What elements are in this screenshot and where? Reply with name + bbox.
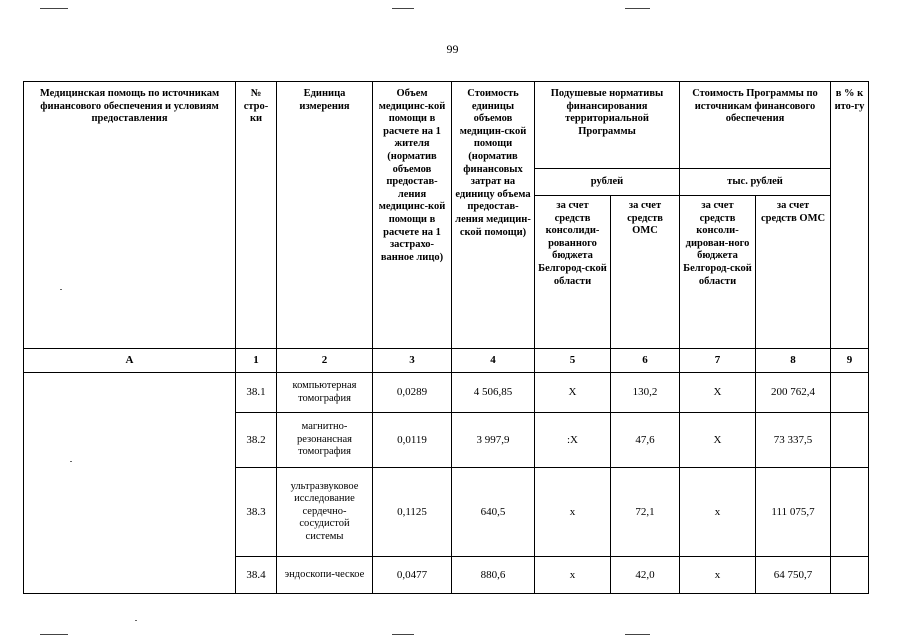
volume-per-capita: 0,1125 — [373, 468, 452, 557]
unit-cost: 880,6 — [452, 557, 535, 594]
column-number: 1 — [236, 349, 277, 373]
unit-cost: 640,5 — [452, 468, 535, 557]
column-number: 2 — [277, 349, 373, 373]
column-number: 3 — [373, 349, 452, 373]
scan-speck — [70, 461, 72, 462]
program-oms: 64 750,7 — [756, 557, 831, 594]
percent-of-total — [831, 557, 869, 594]
volume-per-capita: 0,0289 — [373, 373, 452, 413]
column-number: 7 — [680, 349, 756, 373]
program-budget: Х — [680, 413, 756, 468]
percapita-budget: х — [535, 557, 611, 594]
header-col-a: Медицинская помощь по источникам финансового обеспечения и условиям предоставления — [24, 82, 236, 349]
scan-edge-mark — [625, 634, 650, 635]
program-budget: х — [680, 468, 756, 557]
percapita-oms: 47,6 — [611, 413, 680, 468]
header-col-6: за счет средств ОМС — [611, 196, 680, 349]
program-budget: Х — [680, 373, 756, 413]
header-col-1: № стро-ки — [236, 82, 277, 349]
unit-of-measure: эндоскопи-ческое — [277, 557, 373, 594]
scan-speck — [60, 289, 62, 290]
scan-edge-mark — [40, 8, 68, 9]
unit-of-measure: ультразвуковое исследование сердечно-сосудистой системы — [277, 468, 373, 557]
volume-per-capita: 0,0477 — [373, 557, 452, 594]
header-group-percapita: Подушевые нормативы финансирования территориальной Программы — [535, 82, 680, 169]
page-number: 99 — [446, 42, 459, 56]
table-row — [24, 373, 869, 413]
program-oms: 111 075,7 — [756, 468, 831, 557]
column-number: 9 — [831, 349, 869, 373]
unit-cost: 4 506,85 — [452, 373, 535, 413]
scan-speck — [135, 620, 137, 621]
unit-of-measure: магнитно-резонансная томография — [277, 413, 373, 468]
percapita-oms: 72,1 — [611, 468, 680, 557]
financing-table — [23, 81, 869, 594]
percapita-oms: 42,0 — [611, 557, 680, 594]
column-number: 8 — [756, 349, 831, 373]
column-number: 5 — [535, 349, 611, 373]
line-number: 38.4 — [236, 557, 277, 594]
header-col-5: за счет средств консолиди-рованного бюджета Белгород-ской области — [535, 196, 611, 349]
percapita-budget: :Х — [535, 413, 611, 468]
header-unit-thousand: тыс. рублей — [680, 169, 831, 196]
program-oms: 200 762,4 — [756, 373, 831, 413]
scan-edge-mark — [40, 634, 68, 635]
header-unit-rub: рублей — [535, 169, 680, 196]
volume-per-capita: 0,0119 — [373, 413, 452, 468]
service-name-cell — [24, 373, 236, 594]
header-col-8: за счет средств ОМС — [756, 196, 831, 349]
program-budget: х — [680, 557, 756, 594]
line-number: 38.3 — [236, 468, 277, 557]
column-number: 4 — [452, 349, 535, 373]
percent-of-total — [831, 413, 869, 468]
header-col-7: за счет средств консоли-дирован-ного бюджета Белгород-ской области — [680, 196, 756, 349]
column-number: А — [24, 349, 236, 373]
unit-of-measure: компьютерная томография — [277, 373, 373, 413]
unit-cost: 3 997,9 — [452, 413, 535, 468]
percapita-budget: х — [535, 468, 611, 557]
scan-edge-mark — [625, 8, 650, 9]
line-number: 38.2 — [236, 413, 277, 468]
scan-edge-mark — [392, 8, 414, 9]
scan-edge-mark — [392, 634, 414, 635]
column-number-row — [24, 349, 869, 373]
header-col-2: Единица измерения — [277, 82, 373, 349]
percapita-oms: 130,2 — [611, 373, 680, 413]
column-number: 6 — [611, 349, 680, 373]
program-oms: 73 337,5 — [756, 413, 831, 468]
percapita-budget: Х — [535, 373, 611, 413]
header-col-4: Стоимость единицы объемов медицин-ской помощи (норматив финансовых затрат на единицу объема предостав-ления медицин-ской помощи) — [452, 82, 535, 349]
header-col-3: Объем медицинс-кой помощи в расчете на 1 жителя (норматив объемов предостав-ления медицинс-кой помощи в расчете на 1 застрахо-ванное лицо) — [373, 82, 452, 349]
line-number: 38.1 — [236, 373, 277, 413]
percent-of-total — [831, 468, 869, 557]
percent-of-total — [831, 373, 869, 413]
header-group-program: Стоимость Программы по источникам финансового обеспечения — [680, 82, 831, 169]
header-col-9: в % к ито-гу — [831, 82, 869, 349]
